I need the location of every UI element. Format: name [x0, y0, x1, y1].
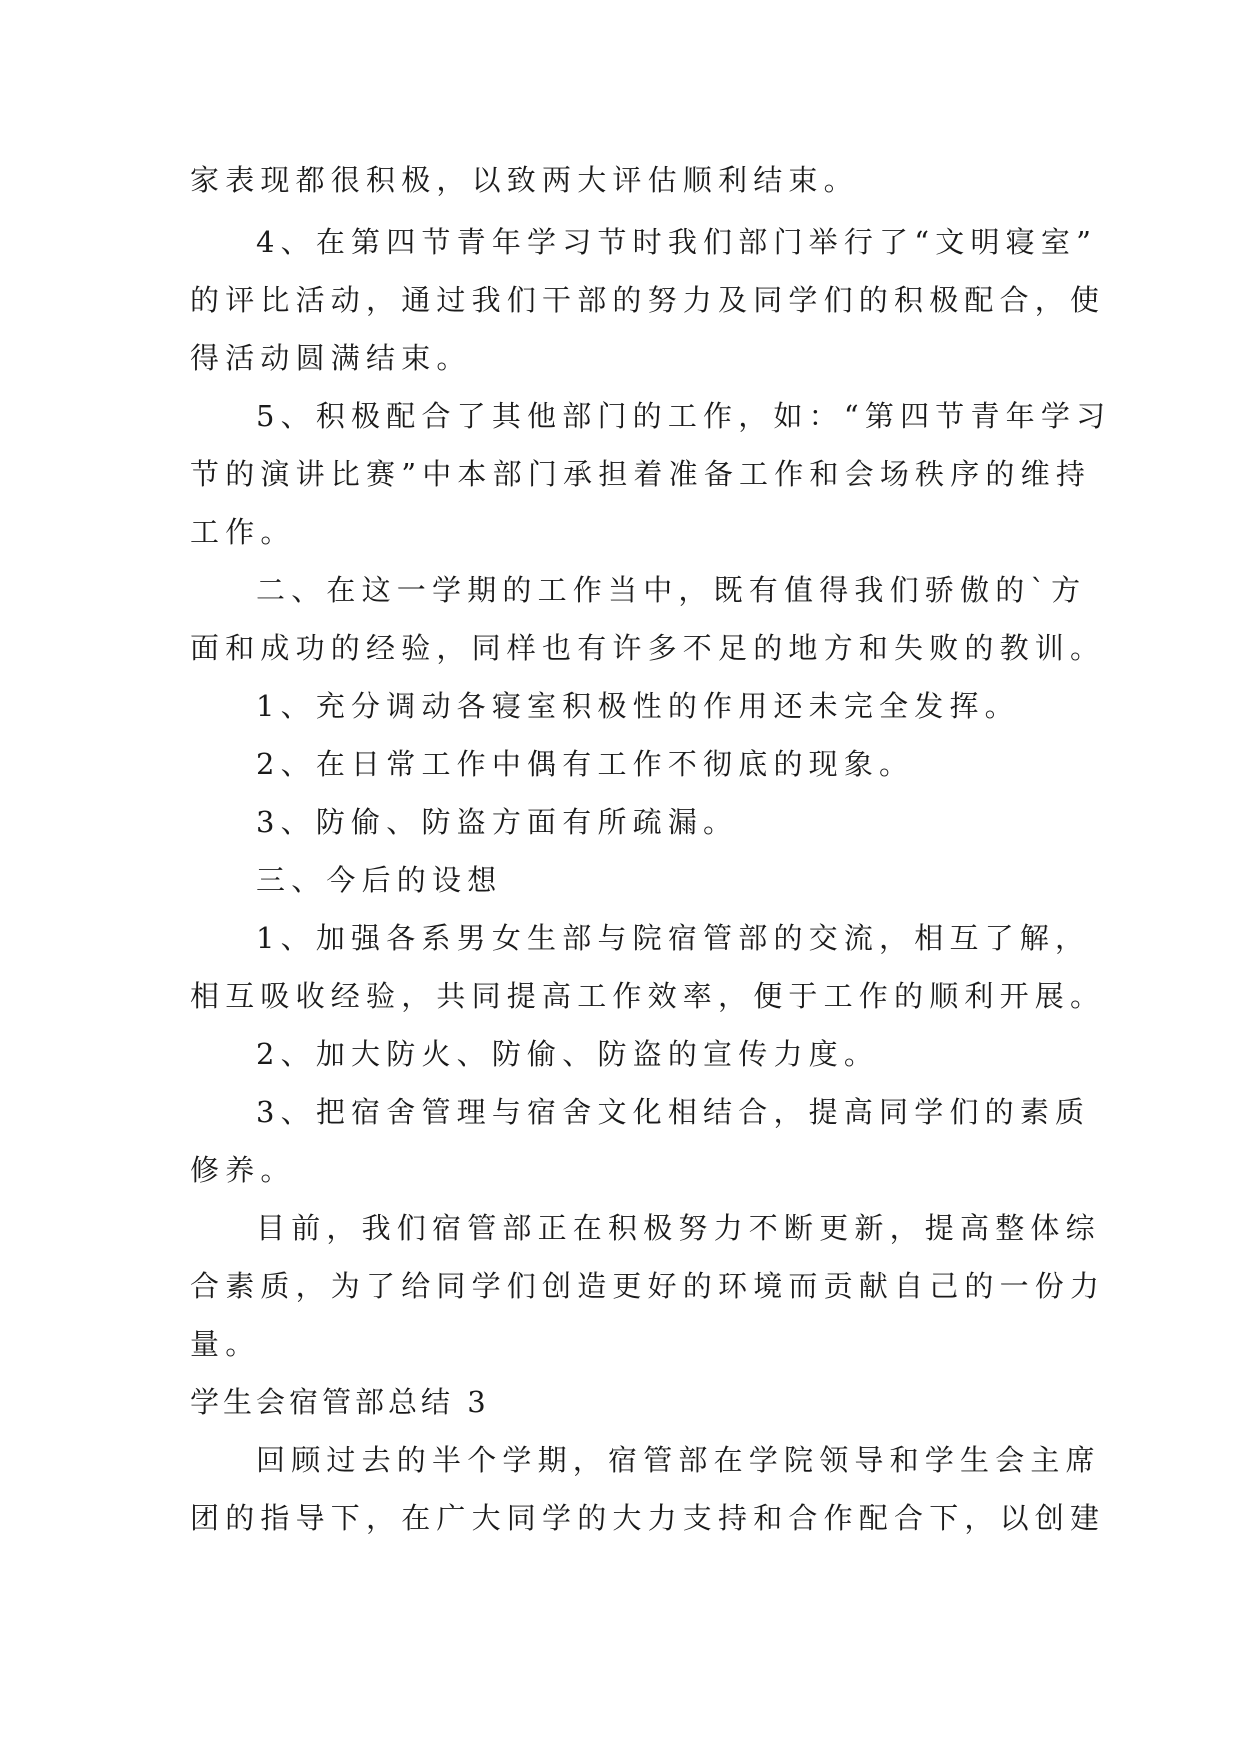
text-line: 1、充分调动各寝室积极性的作用还未完全发挥。 [256, 689, 1020, 723]
text-line: 合素质，为了给同学们创造更好的环境而贡献自己的一份力 [190, 1269, 1106, 1303]
text-line: 量。 [190, 1327, 261, 1361]
text-line: 5、积极配合了其他部门的工作，如：“第四节青年学习 [256, 399, 1112, 433]
text-line: 2、加大防火、防偷、防盗的宣传力度。 [256, 1037, 880, 1071]
text-line: 修养。 [190, 1153, 296, 1187]
text-line: 得活动圆满结束。 [190, 341, 472, 375]
text-line: 节的演讲比赛”中本部门承担着准备工作和会场秩序的维持 [190, 457, 1092, 491]
text-line: 家表现都很积极，以致两大评估顺利结束。 [190, 163, 859, 197]
text-line: 3、把宿舍管理与宿舍文化相结合，提高同学们的素质 [256, 1095, 1091, 1129]
text-line: 目前，我们宿管部正在积极努力不断更新，提高整体综 [256, 1211, 1101, 1245]
text-line: 4、在第四节青年学习节时我们部门举行了“文明寝室” [256, 225, 1098, 259]
text-line: 回顾过去的半个学期，宿管部在学院领导和学生会主席 [256, 1443, 1101, 1477]
text-line: 面和成功的经验，同样也有许多不足的地方和失败的教训。 [190, 631, 1106, 665]
section-heading: 学生会宿管部总结 3 [190, 1385, 490, 1419]
text-line: 相互吸收经验，共同提高工作效率，便于工作的顺利开展。 [190, 979, 1106, 1013]
text-line: 三、今后的设想 [256, 863, 503, 897]
text-line: 工作。 [190, 515, 296, 549]
text-line: 2、在日常工作中偶有工作不彻底的现象。 [256, 747, 915, 781]
text-line: 3、防偷、防盗方面有所疏漏。 [256, 805, 739, 839]
text-line: 团的指导下，在广大同学的大力支持和合作配合下，以创建 [190, 1501, 1106, 1535]
text-line: 二、在这一学期的工作当中，既有值得我们骄傲的`方 [256, 573, 1087, 607]
text-line: 1、加强各系男女生部与院宿管部的交流，相互了解， [256, 921, 1091, 955]
text-line: 的评比活动，通过我们干部的努力及同学们的积极配合，使 [190, 283, 1106, 317]
